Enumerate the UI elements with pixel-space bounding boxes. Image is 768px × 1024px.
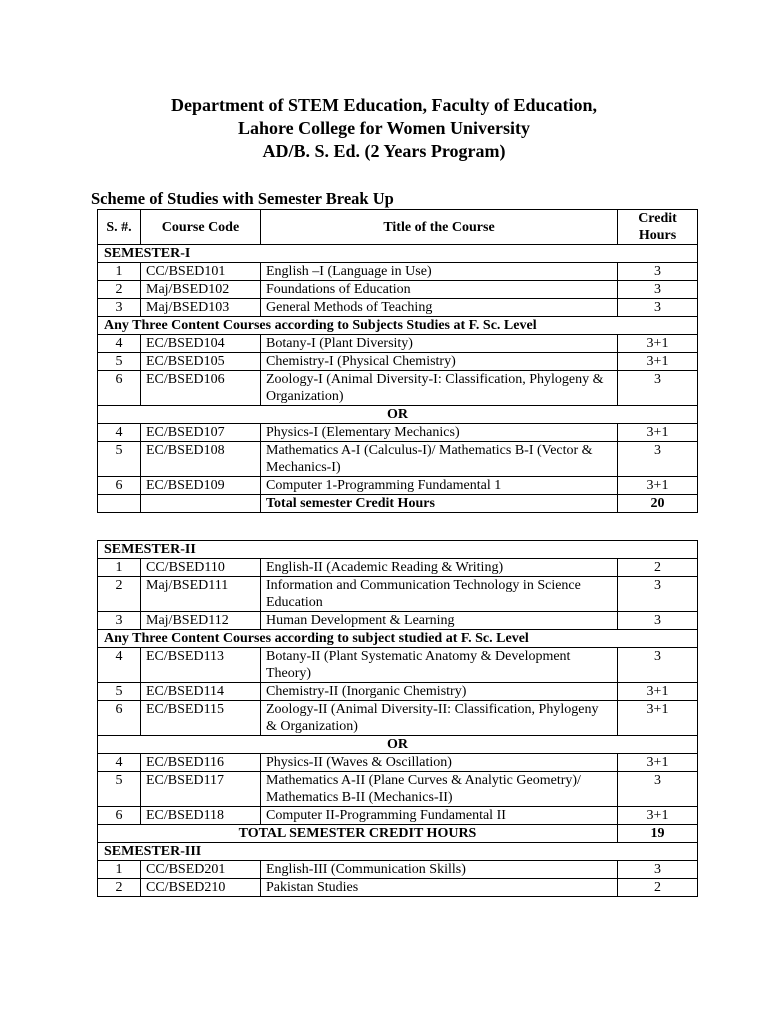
or-label: OR <box>98 406 698 424</box>
or-row <box>98 736 698 754</box>
course-sno: 1 <box>98 559 141 577</box>
course-credit: 3 <box>618 281 698 299</box>
or-label: OR <box>98 736 698 754</box>
course-title: English-III (Communication Skills) <box>261 861 618 879</box>
course-title: Chemistry-I (Physical Chemistry) <box>261 353 618 371</box>
course-title: Zoology-II (Animal Diversity-II: Classification, Phylogeny & Organization) <box>261 701 618 736</box>
course-credit: 3+1 <box>618 424 698 442</box>
content-courses-note: Any Three Content Courses according to subject studied at F. Sc. Level <box>98 630 698 648</box>
course-row <box>98 807 698 825</box>
semester-label: SEMESTER-II <box>98 541 698 559</box>
course-code: Maj/BSED103 <box>141 299 261 317</box>
course-sno: 2 <box>98 879 141 897</box>
semester-row <box>98 843 698 861</box>
course-credit: 3 <box>618 442 698 477</box>
table-header-row <box>98 210 698 245</box>
course-code: EC/BSED105 <box>141 353 261 371</box>
course-sno: 3 <box>98 299 141 317</box>
course-sno: 4 <box>98 648 141 683</box>
course-credit: 3 <box>618 263 698 281</box>
col-header-sno: S. #. <box>98 210 141 245</box>
course-sno: 6 <box>98 701 141 736</box>
course-sno: 5 <box>98 772 141 807</box>
course-row <box>98 701 698 736</box>
total-row <box>98 495 698 513</box>
course-sno: 5 <box>98 442 141 477</box>
course-sno: 2 <box>98 281 141 299</box>
course-row <box>98 772 698 807</box>
document-header <box>0 94 768 163</box>
course-row <box>98 754 698 772</box>
course-row <box>98 353 698 371</box>
course-sno: 6 <box>98 371 141 406</box>
course-title: Physics-II (Waves & Oscillation) <box>261 754 618 772</box>
course-row <box>98 477 698 495</box>
course-row <box>98 648 698 683</box>
content-courses-note: Any Three Content Courses according to Subjects Studies at F. Sc. Level <box>98 317 698 335</box>
course-row <box>98 335 698 353</box>
course-code: CC/BSED201 <box>141 861 261 879</box>
course-code: EC/BSED114 <box>141 683 261 701</box>
course-title: Physics-I (Elementary Mechanics) <box>261 424 618 442</box>
header-program: AD/B. S. Ed. (2 Years Program) <box>262 141 506 161</box>
course-credit: 3 <box>618 299 698 317</box>
course-row <box>98 371 698 406</box>
scheme-subtitle: Scheme of Studies with Semester Break Up <box>91 189 394 208</box>
or-row <box>98 406 698 424</box>
total-value: 20 <box>618 495 698 513</box>
course-title: Mathematics A-II (Plane Curves & Analytic Geometry)/ Mathematics B-II (Mechanics-II) <box>261 772 618 807</box>
course-credit: 3 <box>618 612 698 630</box>
course-credit: 3+1 <box>618 807 698 825</box>
course-row <box>98 683 698 701</box>
course-title: Botany-I (Plant Diversity) <box>261 335 618 353</box>
course-code: CC/BSED110 <box>141 559 261 577</box>
course-credit: 3 <box>618 648 698 683</box>
course-credit: 3 <box>618 861 698 879</box>
course-title: Computer II-Programming Fundamental II <box>261 807 618 825</box>
course-row <box>98 879 698 897</box>
course-code: EC/BSED106 <box>141 371 261 406</box>
course-credit: 2 <box>618 879 698 897</box>
course-code: CC/BSED101 <box>141 263 261 281</box>
semester-label: SEMESTER-I <box>98 245 698 263</box>
course-credit: 3 <box>618 772 698 807</box>
course-code: Maj/BSED102 <box>141 281 261 299</box>
note-row <box>98 317 698 335</box>
course-code: CC/BSED210 <box>141 879 261 897</box>
course-credit: 3 <box>618 577 698 612</box>
course-credit: 3+1 <box>618 683 698 701</box>
course-credit: 3+1 <box>618 335 698 353</box>
course-sno: 1 <box>98 861 141 879</box>
course-credit: 3 <box>618 371 698 406</box>
course-code: EC/BSED116 <box>141 754 261 772</box>
course-credit: 3+1 <box>618 754 698 772</box>
semester-row <box>98 541 698 559</box>
course-title: Human Development & Learning <box>261 612 618 630</box>
course-row <box>98 442 698 477</box>
course-code: EC/BSED109 <box>141 477 261 495</box>
course-title: Mathematics A-I (Calculus-I)/ Mathematics B-I (Vector & Mechanics-I) <box>261 442 618 477</box>
total-row <box>98 825 698 843</box>
header-department: Department of STEM Education, Faculty of Education, <box>170 95 597 115</box>
course-sno: 5 <box>98 683 141 701</box>
course-sno: 6 <box>98 477 141 495</box>
course-sno: 6 <box>98 807 141 825</box>
course-code: Maj/BSED111 <box>141 577 261 612</box>
course-row <box>98 281 698 299</box>
course-sno: 5 <box>98 353 141 371</box>
course-row <box>98 577 698 612</box>
total-label: Total semester Credit Hours <box>261 495 618 513</box>
course-title: English-II (Academic Reading & Writing) <box>261 559 618 577</box>
semester-2-3-table <box>97 540 698 897</box>
course-code: EC/BSED115 <box>141 701 261 736</box>
semester-label: SEMESTER-III <box>98 843 698 861</box>
course-row <box>98 861 698 879</box>
col-header-credit-line1: Credit <box>638 211 677 226</box>
course-credit: 3+1 <box>618 477 698 495</box>
course-title: Chemistry-II (Inorganic Chemistry) <box>261 683 618 701</box>
course-title: Zoology-I (Animal Diversity-I: Classification, Phylogeny & Organization) <box>261 371 618 406</box>
course-row <box>98 612 698 630</box>
course-row <box>98 299 698 317</box>
course-code: EC/BSED107 <box>141 424 261 442</box>
course-sno: 3 <box>98 612 141 630</box>
course-code: Maj/BSED112 <box>141 612 261 630</box>
course-title: Botany-II (Plant Systematic Anatomy & Development Theory) <box>261 648 618 683</box>
course-row <box>98 424 698 442</box>
course-code: EC/BSED113 <box>141 648 261 683</box>
col-header-credit-line2: Hours <box>638 228 677 243</box>
course-code: EC/BSED104 <box>141 335 261 353</box>
col-header-credit <box>618 210 698 245</box>
course-credit: 3+1 <box>618 353 698 371</box>
course-row <box>98 263 698 281</box>
col-header-title: Title of the Course <box>261 210 618 245</box>
course-row <box>98 559 698 577</box>
header-university: Lahore College for Women University <box>238 118 530 138</box>
course-title: Foundations of Education <box>261 281 618 299</box>
course-code: EC/BSED118 <box>141 807 261 825</box>
total-value: 19 <box>618 825 698 843</box>
course-title: Information and Communication Technology in Science Education <box>261 577 618 612</box>
course-sno: 1 <box>98 263 141 281</box>
note-row <box>98 630 698 648</box>
course-sno: 4 <box>98 335 141 353</box>
course-code: EC/BSED117 <box>141 772 261 807</box>
semester-row <box>98 245 698 263</box>
course-title: English –I (Language in Use) <box>261 263 618 281</box>
course-sno: 2 <box>98 577 141 612</box>
total-label: TOTAL SEMESTER CREDIT HOURS <box>98 825 618 843</box>
col-header-code: Course Code <box>141 210 261 245</box>
course-title: Computer 1-Programming Fundamental 1 <box>261 477 618 495</box>
course-title: Pakistan Studies <box>261 879 618 897</box>
course-code: EC/BSED108 <box>141 442 261 477</box>
course-sno: 4 <box>98 424 141 442</box>
course-credit: 3+1 <box>618 701 698 736</box>
course-sno: 4 <box>98 754 141 772</box>
semester-1-table <box>97 209 698 513</box>
course-title: General Methods of Teaching <box>261 299 618 317</box>
course-credit: 2 <box>618 559 698 577</box>
